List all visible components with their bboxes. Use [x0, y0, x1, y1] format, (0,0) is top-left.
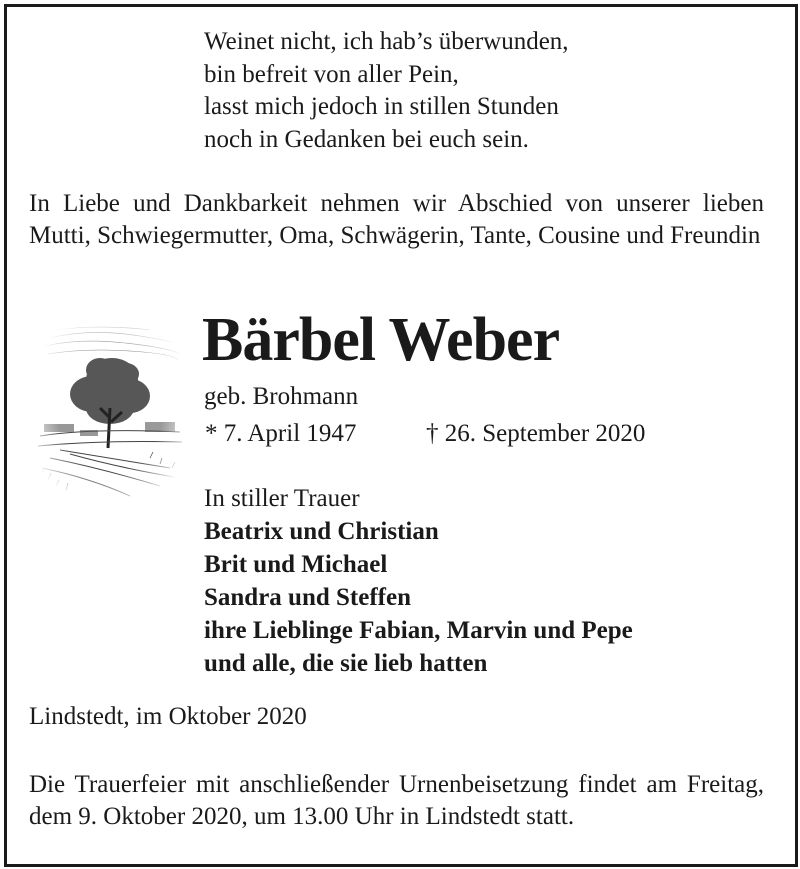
- poem-line: lasst mich jedoch in stillen Stunden: [204, 93, 559, 120]
- mourner-name: ihre Lieblinge Fabian, Marvin und Pepe: [204, 617, 633, 644]
- funeral-info: Die Trauerfeier mit anschließender Urnenbeisetzung findet am Freitag, dem 9. Oktober 2020, um 13.00 Uhr in Lindstedt statt.: [29, 771, 764, 830]
- maiden-name: geb. Brohmann: [204, 383, 359, 410]
- tree-landscape-icon: [30, 318, 190, 503]
- mourner-name: Sandra und Steffen: [204, 584, 411, 611]
- poem-line: noch in Gedanken bei euch sein.: [204, 125, 529, 153]
- mourner-name: und alle, die sie lieb hatten: [204, 650, 488, 677]
- poem: [204, 26, 569, 156]
- mourners-list: [204, 482, 633, 680]
- place-date: Lindstedt, im Oktober 2020: [29, 703, 307, 730]
- poem-line: Weinet nicht, ich hab’s überwunden,: [204, 28, 569, 55]
- mourner-name: Brit und Michael: [204, 551, 388, 578]
- mourners-intro: In stiller Trauer: [204, 485, 360, 512]
- birth-date: * 7. April 1947: [205, 420, 357, 447]
- death-date: † 26. September 2020: [426, 420, 646, 447]
- mourner-name: Beatrix und Christian: [204, 518, 439, 545]
- poem-line: bin befreit von aller Pein,: [204, 60, 459, 88]
- deceased-name: Bärbel Weber: [202, 306, 560, 374]
- intro-text: In Liebe und Dankbarkeit nehmen wir Abschied von unserer lieben Mutti, Schwiegermutter, Oma, Schwägerin, Tante, Cousine und Freundin: [29, 190, 764, 249]
